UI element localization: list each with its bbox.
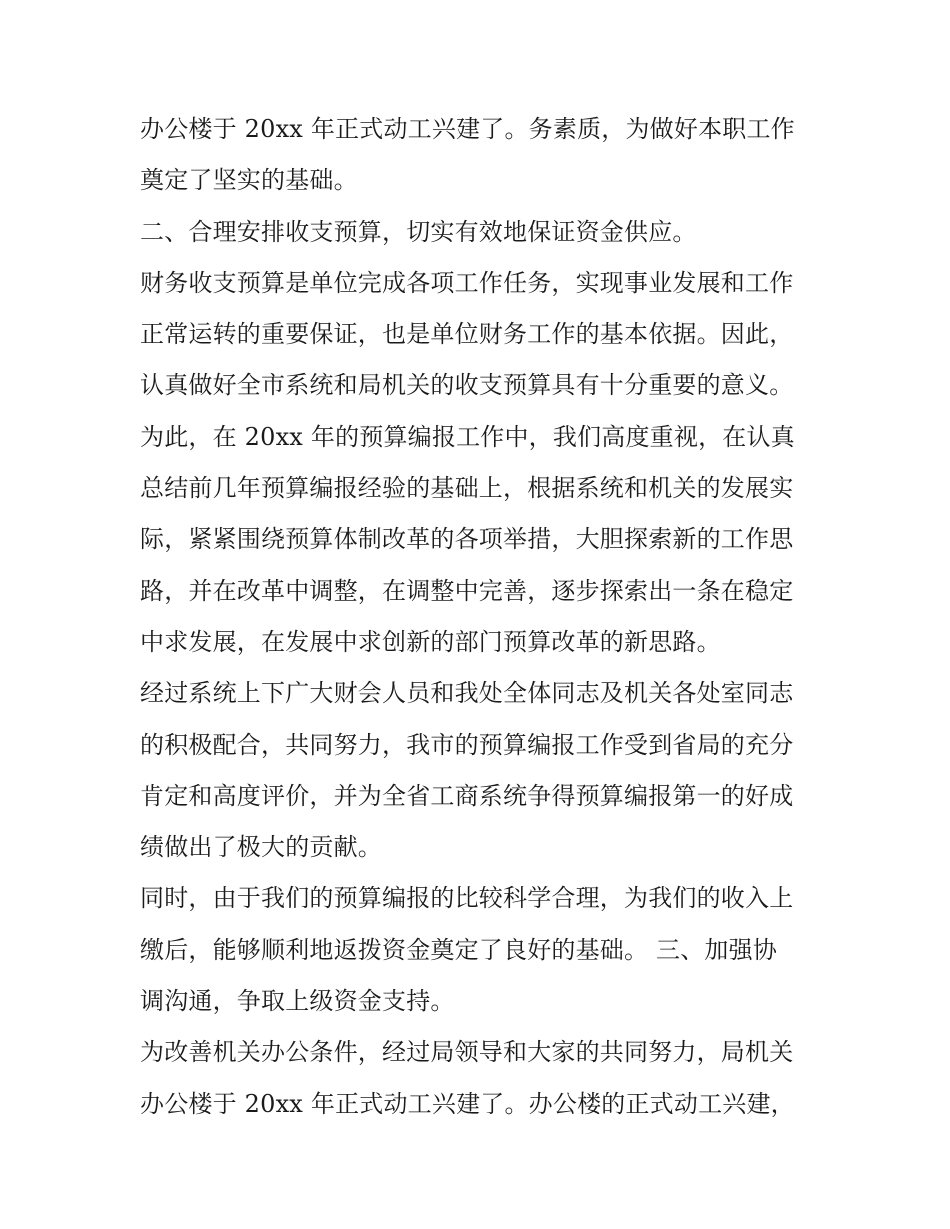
text-line: 调沟通，争取上级资金支持。 bbox=[140, 987, 455, 1016]
text-line: 的积极配合，共同努力，我市的预算编报工作受到省局的充分 bbox=[140, 730, 794, 759]
text-line: 为此，在 20xx 年的预算编报工作中，我们高度重视，在认真 bbox=[140, 422, 795, 451]
text-line: 财务收支预算是单位完成各项工作任务，实现事业发展和工作 bbox=[140, 268, 794, 297]
text-line: 认真做好全市系统和局机关的收支预算具有十分重要的意义。 bbox=[140, 371, 794, 400]
text-line: 正常运转的重要保证，也是单位财务工作的基本依据。因此， bbox=[140, 320, 794, 349]
text-line: 总结前几年预算编报经验的基础上，根据系统和机关的发展实 bbox=[140, 474, 794, 503]
text-line: 为改善机关办公条件，经过局领导和大家的共同努力，局机关 bbox=[140, 1038, 794, 1067]
text-line: 办公楼于 20xx 年正式动工兴建了。办公楼的正式动工兴建， bbox=[140, 1089, 795, 1118]
text-line: 路，并在改革中调整，在调整中完善，逐步探索出一条在稳定 bbox=[140, 576, 794, 605]
section-heading: 二、合理安排收支预算，切实有效地保证资金供应。 bbox=[140, 217, 697, 246]
text-line: 同时，由于我们的预算编报的比较科学合理，为我们的收入上 bbox=[140, 884, 794, 913]
text-line: 缴后，能够顺利地返拨资金奠定了良好的基础。 三、加强协 bbox=[140, 935, 778, 964]
text-line: 奠定了坚实的基础。 bbox=[140, 166, 358, 195]
text-line: 经过系统上下广大财会人员和我处全体同志及机关各处室同志 bbox=[140, 679, 794, 708]
text-line: 办公楼于 20xx 年正式动工兴建了。务素质，为做好本职工作 bbox=[140, 115, 795, 143]
text-line: 绩做出了极大的贡献。 bbox=[140, 833, 382, 862]
text-line: 际，紧紧围绕预算体制改革的各项举措，大胆探索新的工作思 bbox=[140, 525, 794, 554]
text-line: 中求发展，在发展中求创新的部门预算改革的新思路。 bbox=[140, 627, 721, 656]
text-line: 肯定和高度评价，并为全省工商系统争得预算编报第一的好成 bbox=[140, 781, 794, 810]
document-body bbox=[140, 104, 820, 1130]
